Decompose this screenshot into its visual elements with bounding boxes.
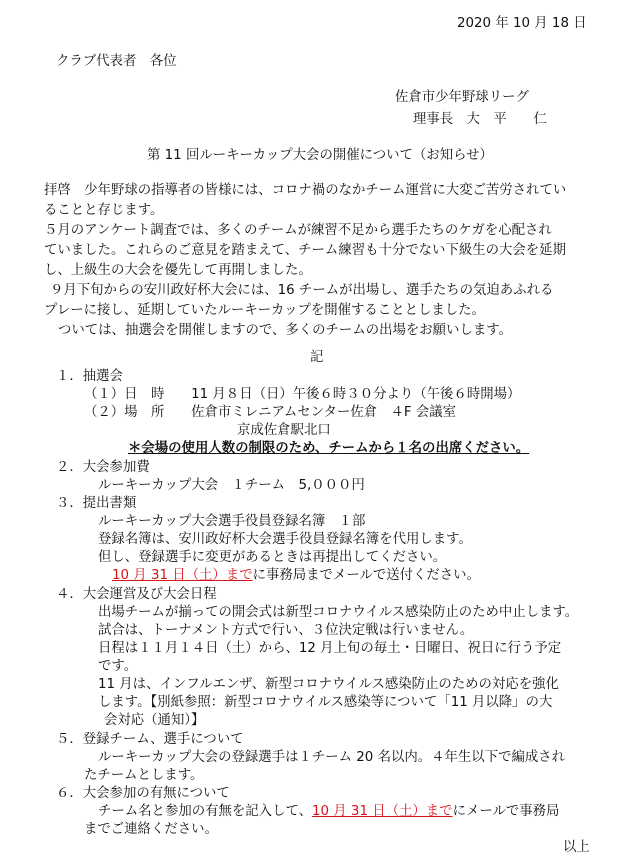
intro-line-8: ついては、抽選会を開催しますので、多くのチームの出場をお願いします。 — [58, 323, 512, 338]
section-6-line-2: までご連絡ください。 — [84, 822, 218, 837]
intro-line-1: 拝啓 少年野球の指導者の皆様には、コロナ禍のなかチーム運営に大変ご苦労されてい — [44, 183, 567, 198]
section-4-line-6: します。【別紙参照：新型コロナウイルス感染等について「11 月以降」の大 — [98, 694, 553, 710]
section-4-line-5: 11 月は、インフルエンザ、新型コロナウイルス感染防止のための対応を強化 — [98, 676, 559, 692]
section-3-heading: ３．提出書類 — [56, 495, 137, 511]
section-5-heading: ５．登録チーム、選手について — [56, 731, 244, 747]
document-date: 2020 年 10 月 18 日 — [457, 16, 587, 31]
section-4-line-3: 日程は１１月１４日（土）から、12 月上旬の毎土・日曜日、祝日に行う予定 — [98, 640, 562, 656]
section-2-heading: ２．大会参加費 — [56, 459, 150, 475]
addressee: クラブ代表者 各位 — [56, 54, 177, 69]
closing: 以上 — [563, 840, 590, 855]
section-4-line-4: です。 — [98, 658, 138, 674]
section-4-line-1: 出場チームが揃っての開会式は新型コロナウイルス感染防止のため中止します。 — [98, 604, 579, 620]
sender-org: 佐倉市少年野球リーグ — [395, 90, 529, 105]
section-3-line-4 — [112, 566, 480, 585]
section-2-fee: ルーキーカップ大会 １チーム 5,０００円 — [98, 477, 365, 493]
ki-marker: 記 — [310, 350, 324, 366]
section-3-line-4-rest: に事務局までメールで送付ください。 — [252, 567, 480, 583]
section-6-line-1-pre: チーム名と参加の有無を記入して、 — [98, 803, 312, 819]
section-1-place: （２）場 所 佐倉市ミレニアムセンター佐倉 ４F 会議室 — [84, 405, 457, 420]
section-1-note: ＊会場の使用人数の制限のため、チームから１名の出席ください。 — [128, 441, 530, 456]
section-3-line-2: 登録名簿は、安川政好杯大会選手役員登録名簿を代用します。 — [98, 531, 472, 547]
section-4-line-7: 会対応（通知）】 — [104, 712, 205, 728]
section-6-line-1-post: にメールで事務局 — [452, 803, 560, 819]
intro-line-2: ることと存じます。 — [44, 203, 164, 218]
intro-line-5: し、上級生の大会を優先して再開しました。 — [44, 263, 312, 278]
section-3-line-1: ルーキーカップ大会選手役員登録名簿 １部 — [98, 513, 366, 529]
sender-person: 理事長 大 平 仁 — [413, 112, 547, 127]
section-1-station: 京成佐倉駅北口 — [237, 423, 331, 438]
section-4-line-2: 試合は、トーナメント方式で行い、３位決定戦は行いません。 — [98, 622, 474, 638]
intro-line-4: ていました。これらのご意見を踏まえて、チーム練習も十分でない下級生の大会を延期 — [44, 243, 566, 258]
section-5-line-1: ルーキーカップ大会の登録選手は１チーム 20 名以内。４年生以下で編成され — [98, 749, 566, 765]
section-3-line-3: 但し、登録選手に変更があるときは再提出してください。 — [98, 549, 447, 565]
deadline-highlight-2: 10 月 31 日（土）まで — [311, 803, 453, 819]
section-1-heading: １．抽選会 — [56, 369, 123, 384]
section-1-datetime: （１）日 時 11 月８日（日）午後６時３０分より（午後６時開場） — [84, 387, 521, 402]
section-5-line-2: たチームとします。 — [84, 767, 204, 783]
section-6-line-1 — [98, 802, 559, 821]
deadline-highlight: 10 月 31 日（土）まで — [112, 567, 253, 583]
section-4-heading: ４．大会運営及び大会日程 — [56, 586, 217, 602]
intro-line-6: ９月下旬からの安川政好杯大会には、16 チームが出場し、選手たちの気迫あふれる — [50, 283, 554, 298]
intro-line-7: プレーに接し、延期していたルーキーカップを開催することとしました。 — [44, 303, 485, 318]
document-title: 第 11 回ルーキーカップ大会の開催について（お知らせ） — [147, 148, 493, 163]
intro-line-3: ５月のアンケート調査では、多くのチームが練習不足から選手たちのケガを心配され — [44, 223, 552, 238]
section-6-heading: ６．大会参加の有無について — [56, 785, 230, 801]
